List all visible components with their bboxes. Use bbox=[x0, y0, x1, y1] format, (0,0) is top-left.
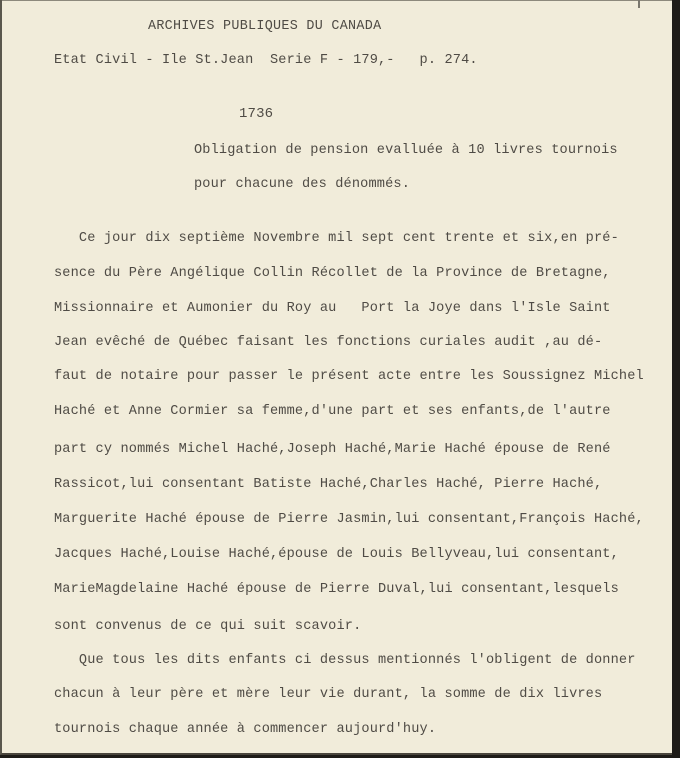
body-line: Haché et Anne Cormier sa femme,d'une part et ses enfants,de l'autre bbox=[54, 404, 611, 419]
body-line: chacun à leur père et mère leur vie durant, la somme de dix livres bbox=[54, 687, 603, 702]
body-line: Rassicot,lui consentant Batiste Haché,Charles Haché, Pierre Haché, bbox=[54, 477, 603, 492]
body-line: Que tous les dits enfants ci dessus mentionnés l'obligent de donner bbox=[54, 653, 636, 668]
body-line: sence du Père Angélique Collin Récollet de la Province de Bretagne, bbox=[54, 266, 611, 281]
archive-title: ARCHIVES PUBLIQUES DU CANADA bbox=[148, 19, 382, 34]
archive-reference: Etat Civil - Ile St.Jean Serie F - 179,- p. 274. bbox=[54, 53, 478, 68]
body-line: sont convenus de ce qui suit scavoir. bbox=[54, 619, 362, 634]
body-line: Ce jour dix septième Novembre mil sept cent trente et six,en pré- bbox=[54, 231, 619, 246]
body-line: MarieMagdelaine Haché épouse de Pierre Duval,lui consentant,lesquels bbox=[54, 582, 619, 597]
body-line: tournois chaque année à commencer aujourd'huy. bbox=[54, 722, 437, 737]
body-line: Jacques Haché,Louise Haché,épouse de Louis Bellyveau,lui consentant, bbox=[54, 547, 619, 562]
subject-line-2: pour chacune des dénommés. bbox=[194, 177, 410, 192]
body-line: part cy nommés Michel Haché,Joseph Haché,Marie Haché épouse de René bbox=[54, 442, 611, 457]
edge-mark bbox=[638, 0, 640, 8]
body-line: Marguerite Haché épouse de Pierre Jasmin,lui consentant,François Haché, bbox=[54, 512, 644, 527]
body-line: faut de notaire pour passer le présent acte entre les Soussignez Michel bbox=[54, 369, 644, 384]
subject-line-1: Obligation de pension evalluée à 10 livres tournois bbox=[194, 143, 618, 158]
document-year: 1736 bbox=[239, 106, 274, 122]
body-line: Jean evêché de Québec faisant les fonctions curiales audit ,au dé- bbox=[54, 335, 603, 350]
body-line: Missionnaire et Aumonier du Roy au Port la Joye dans l'Isle Saint bbox=[54, 301, 611, 316]
